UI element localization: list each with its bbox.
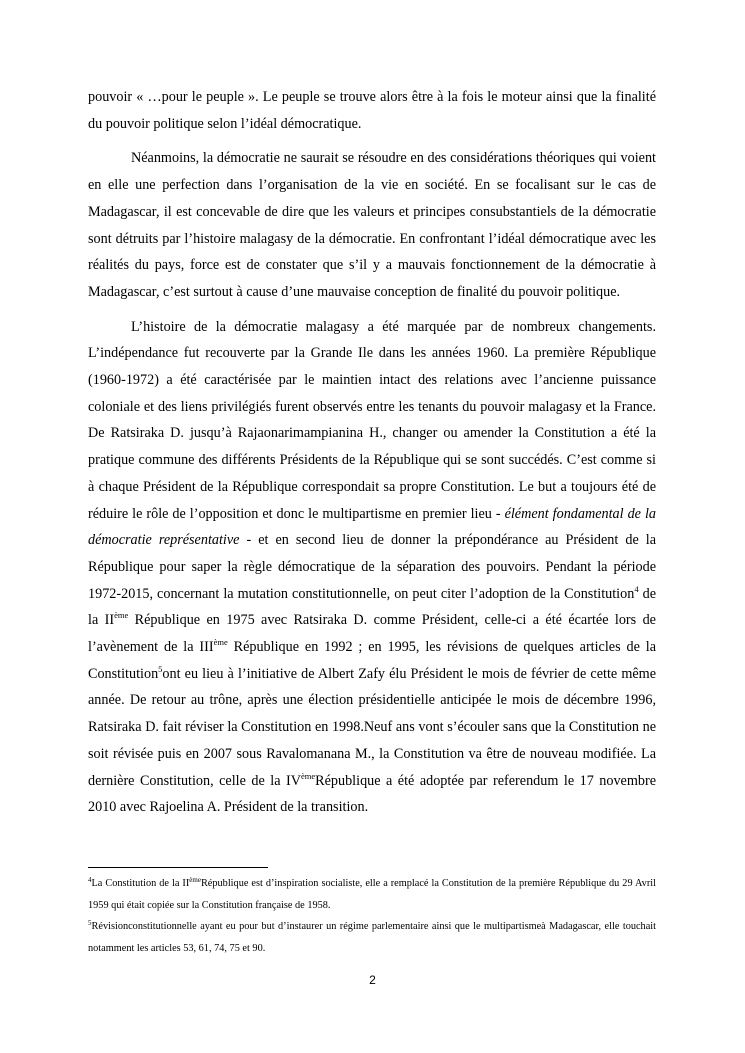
footnote-text: Révisionconstitutionnelle ayant eu pour but d’instaurer un régime parlementaire ainsi que le multipartismeà Madagascar, elle touchait notamment les articles 53, 61, 74, 75 et 90. <box>88 921 656 954</box>
page-number: 2 <box>369 973 376 987</box>
text-segment: République en 1992 ; en 1995, les révisions de quelques articles de la Constitution <box>88 639 656 682</box>
footnote-text: La Constitution de la II <box>91 878 190 889</box>
text-segment: République en 1975 avec Ratsiraka D. comme Président, celle-ci a été écartée lors de l’avènement de la III <box>88 612 656 656</box>
ordinal-suffix: ème <box>213 637 228 648</box>
footnote-text: République est d’inspiration socialiste, elle a remplacé la Constitution de la première République du 29 Avril 1959 qui était copiée sur la Constitution française de 1958. <box>88 878 656 911</box>
text-segment: République a été adoptée par referendum le 17 novembre 2010 avec Rajoelina A. Président de la transition. <box>88 772 656 816</box>
text-segment: de la II <box>88 585 656 629</box>
text-segment: - et en second lieu de donner la prépondérance au Président de la République pour saper la règle démocratique de la séparation des pouvoirs. Pendant la période 1972-2015, concernant la mutation constitutionnelle, on peut citer l’adoption de la Constitution <box>88 532 656 602</box>
italic-phrase: élément fondamental de la démocratie représentative <box>88 505 656 549</box>
footnote-4 <box>88 873 656 916</box>
text-segment: ont eu lieu à l’initiative de Albert Zafy élu Président le mois de février de cette même année. De retour au trône, après une élection présidentielle anticipée le mois de décembre 1996, Ratsiraka D. fait réviser la Constitution en 1998.Neuf ans vont s’écouler sans que la Constitution ne soit révisée puis en 2007 sous Ravalomanana M., la Constitution va être de nouveau modifiée. La dernière Constitution, celle de la IV <box>88 665 656 789</box>
footnote-5 <box>88 916 656 959</box>
ordinal-suffix: ème <box>300 770 316 781</box>
paragraph-history <box>88 314 656 821</box>
footnote-mark: 5 <box>88 919 92 927</box>
footnote-ref-5[interactable]: 5 <box>158 663 163 674</box>
page-body <box>88 84 656 821</box>
footnotes <box>88 873 656 959</box>
footnote-separator <box>88 867 268 868</box>
footnote-ref-4[interactable]: 4 <box>634 583 639 594</box>
footnote-mark: 4 <box>88 876 92 884</box>
ordinal-suffix: ème <box>114 610 129 621</box>
paragraph-intro: pouvoir « …pour le peuple ». Le peuple se trouve alors être à la fois le moteur ainsi que la finalité du pouvoir politique selon l’idéal démocratique. <box>88 89 656 132</box>
ordinal-suffix: ème <box>189 876 201 884</box>
text-segment: L’histoire de la démocratie malagasy a été marquée par de nombreux changements. L’indépendance fut recouverte par la Grande Ile dans les années 1960. La première République (1960-1972) a été caractérisée par le maintien intact des relations avec l’ancienne puissance coloniale et des liens privilégiés furent observés entre les tenants du pouvoir malagasy et la France. De Ratsiraka D. jusqu’à Rajaonarimampianina H., changer ou amender la Constitution a été la pratique commune des différents Présidents de la République qui se sont succédés. C’est comme si à chaque Président de la République correspondait sa propre Constitution. Le but a toujours été de réduire le rôle de l’opposition et donc le multipartisme en premier lieu - <box>88 318 656 522</box>
paragraph-democracy: Néanmoins, la démocratie ne saurait se résoudre en des considérations théoriques qui voient en elle une perfection dans l’organisation de la vie en société. En se focalisant sur le cas de Madagascar, il est concevable de dire que les valeurs et principes consubstantiels de la démocratie sont détruits par l’histoire malagasy de la démocratie. En confrontant l’idéal démocratique avec les réalités du pays, force est de constater que s’il y a mauvais fonctionnement de la démocratie à Madagascar, c’est surtout à cause d’une mauvaise conception de finalité du pouvoir politique. <box>88 150 656 300</box>
